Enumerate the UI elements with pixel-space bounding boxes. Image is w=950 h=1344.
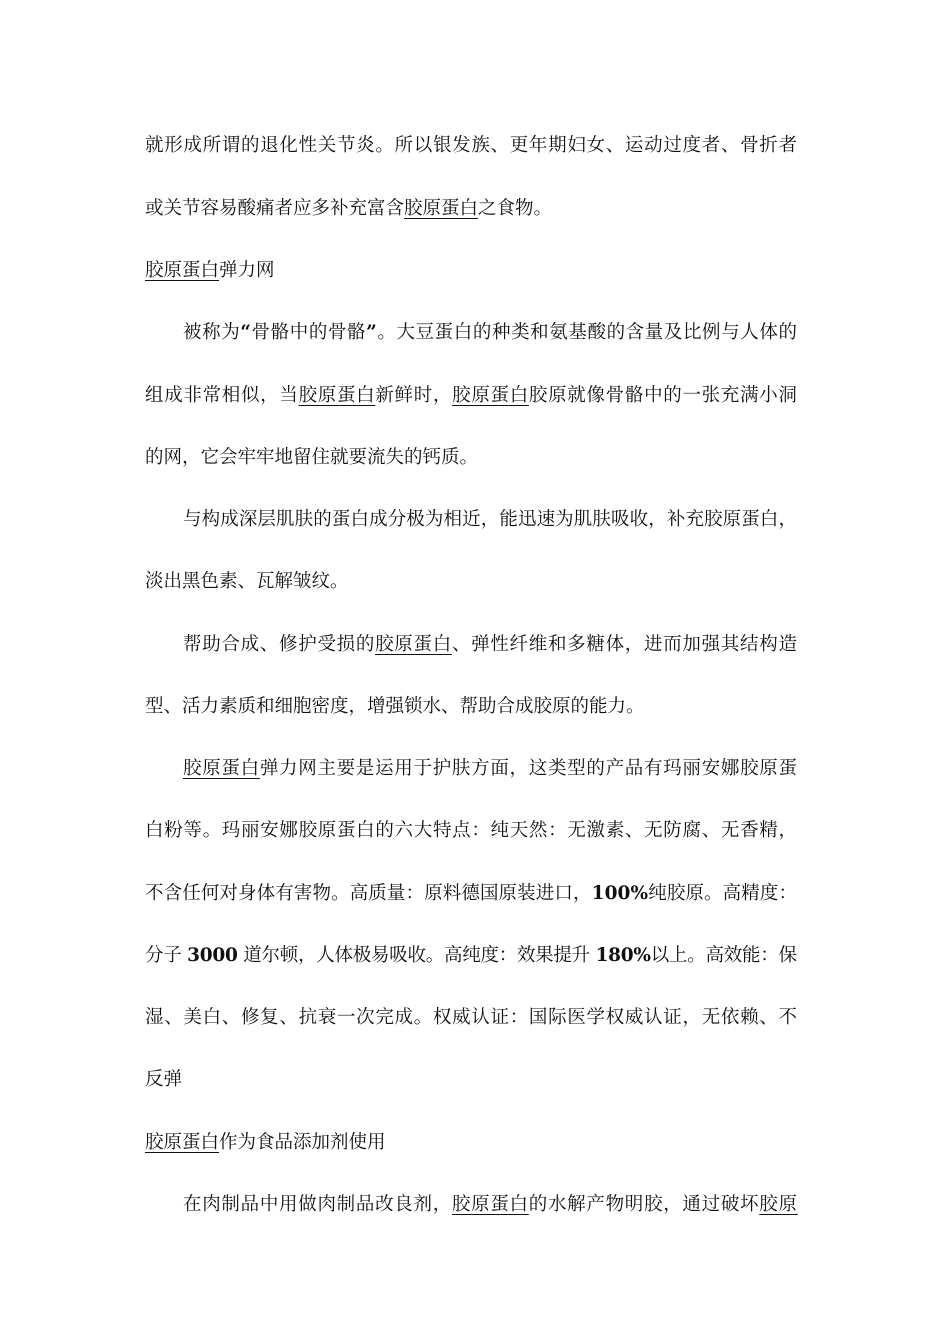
text-span: 反弹: [145, 1069, 183, 1090]
text-span: 或关节容易酸痛者应多补充富含: [145, 198, 405, 219]
text-line: [145, 882, 797, 906]
text-line: [145, 134, 798, 158]
text-span: 白粉等。玛丽安娜胶原蛋白的六大特点：纯天然：无激素、无防腐、无香精，: [145, 820, 798, 841]
text-span: 的网，它会牢牢地留住就要流失的钙质。: [145, 447, 479, 468]
text-span: 道尔顿，人体极易吸收。高纯度：效果提升: [237, 945, 596, 966]
text-line: [145, 819, 798, 843]
keyword-link: 胶原蛋白: [145, 1132, 220, 1153]
text-span: 弹力网主要是运用于护肤方面，这类型的产品有玛丽安娜胶原蛋: [259, 758, 798, 779]
text-line: [183, 757, 798, 781]
text-line: [145, 1131, 386, 1155]
bold-text: “: [240, 322, 252, 343]
keyword-link: 胶原蛋白: [451, 1194, 529, 1215]
text-span: 作为食品添加剂使用: [219, 1132, 386, 1153]
keyword-link: 胶原蛋白: [404, 198, 479, 219]
bold-text: 180%: [595, 945, 651, 966]
text-span: 。大豆蛋白的种类和氨基酸的含量及比例与人体的: [377, 322, 798, 343]
text-line: [183, 508, 797, 532]
text-span: 新鲜时，: [375, 385, 453, 406]
text-line: [145, 259, 275, 283]
text-span: 型、活力素质和细胞密度，增强锁水、帮助合成胶原的能力。: [145, 696, 645, 717]
text-span: 分子: [145, 945, 188, 966]
text-span: 在肉制品中用做肉制品改良剂，: [183, 1194, 452, 1215]
text-span: 就形成所谓的退化性关节炎。所以银发族、更年期妇女、运动过度者、骨折者: [145, 135, 798, 156]
keyword-link: 胶原蛋白: [145, 260, 220, 281]
text-span: 被称为: [183, 322, 241, 343]
text-span: 、弹性纤维和多糖体，进而加强其结构造: [451, 634, 798, 655]
text-line: [183, 321, 798, 345]
text-span: 的水解产物明胶，通过破坏: [528, 1194, 760, 1215]
text-line: [145, 570, 349, 594]
text-span: 湿、美白、修复、抗衰一次完成。权威认证：国际医学权威认证，无依赖、不: [145, 1007, 798, 1028]
keyword-link: 胶原蛋白: [375, 634, 452, 655]
text-line: [183, 633, 798, 657]
keyword-link: 胶原: [759, 1194, 798, 1215]
bold-text: ”: [366, 322, 378, 343]
text-span: 以上。高效能：保: [650, 945, 797, 966]
text-span: 不含任何对身体有害物。高质量：原料德国原装进口，: [145, 883, 592, 904]
text-span: 之食物。: [478, 198, 553, 219]
keyword-link: 胶原蛋白: [298, 385, 376, 406]
bold-text: 100%: [591, 883, 649, 904]
text-line: [145, 384, 798, 408]
text-line: [145, 944, 797, 968]
text-span: 骨骼中的骨骼: [251, 322, 367, 343]
text-line: [145, 695, 645, 719]
text-line: [145, 1006, 798, 1030]
text-span: 与构成深层肌肤的蛋白成分极为相近，能迅速为肌肤吸收，补充胶原蛋白，: [183, 509, 798, 530]
text-line: [145, 1068, 182, 1092]
text-span: 胶原就像骨骼中的一张充满小洞: [528, 385, 798, 406]
text-span: 帮助合成、修护受损的: [183, 634, 376, 655]
keyword-link: 胶原蛋白: [452, 385, 529, 406]
text-span: 弹力网: [219, 260, 275, 281]
text-line: [183, 1193, 798, 1217]
text-span: 淡出黑色素、瓦解皱纹。: [145, 571, 349, 592]
text-span: 组成非常相似，当: [145, 385, 299, 406]
bold-text: 3000: [187, 945, 238, 966]
text-line: [145, 197, 552, 221]
text-span: 纯胶原。高精度：: [648, 883, 798, 904]
text-line: [145, 446, 478, 470]
keyword-link: 胶原蛋白: [183, 758, 260, 779]
